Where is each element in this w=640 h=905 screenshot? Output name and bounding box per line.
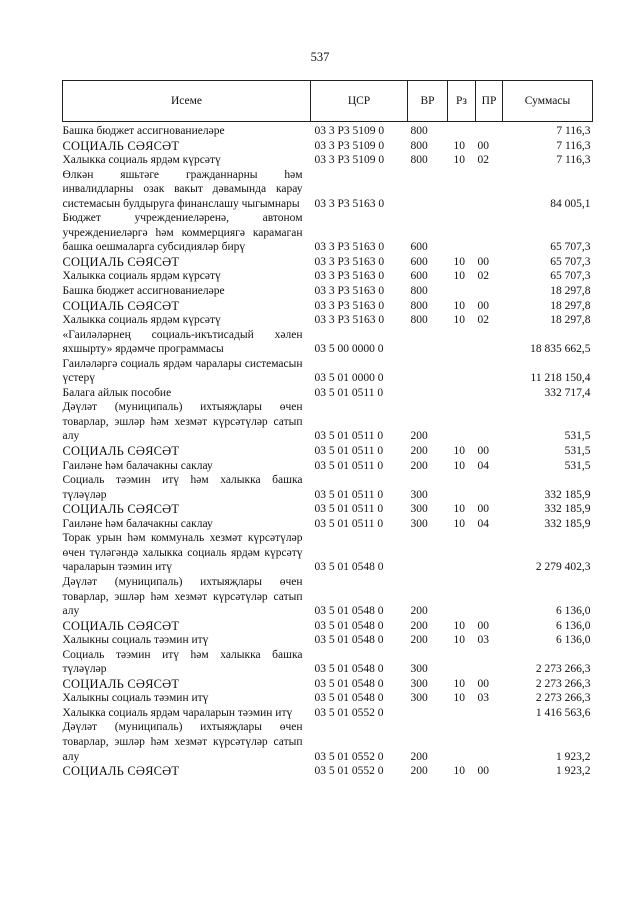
row-vr: 600 (410, 241, 428, 254)
row-sum: 2 273 266,3 (535, 677, 591, 690)
row-vr: 300 (410, 488, 428, 501)
row-csr: 03 5 01 0548 0 (314, 619, 384, 632)
table-row (63, 255, 593, 270)
row-name: Гаиләне һәм балачакны саклау (62, 517, 213, 530)
row-csr: 03 3 P3 5163 0 (314, 285, 385, 298)
row-vr: 200 (410, 619, 428, 632)
row-sum: 6 136,0 (556, 605, 591, 618)
row-csr: 03 5 01 0552 0 (314, 750, 384, 763)
row-rz: 10 (453, 299, 465, 312)
table-row (63, 648, 593, 677)
row-rz (448, 575, 476, 619)
row-csr: 03 3 P3 5109 0 (314, 125, 385, 137)
table-row (63, 357, 593, 386)
row-pr (476, 531, 503, 575)
row-name: СОЦИАЛЬ СӘЯСӘТ (62, 444, 180, 459)
row-csr: 03 3 P3 5163 0 (314, 314, 385, 327)
table-row (63, 677, 593, 692)
header-pr: ПР (476, 81, 503, 122)
row-sum: 332 185,9 (544, 503, 591, 516)
row-pr (476, 386, 503, 401)
table-row (63, 153, 593, 168)
row-csr: 03 3 P3 5163 0 (314, 197, 385, 210)
row-vr: 200 (410, 445, 428, 458)
header-sum: Суммасы (503, 81, 593, 122)
row-name: СОЦИАЛЬ СӘЯСӘТ (62, 676, 180, 691)
table-row (63, 400, 593, 444)
row-name: СОЦИАЛЬ СӘЯСӘТ (62, 764, 180, 779)
row-vr: 300 (410, 677, 428, 690)
row-sum: 1 923,2 (556, 750, 591, 763)
row-rz (448, 706, 476, 721)
row-csr: 03 5 01 0511 0 (314, 488, 384, 501)
table-row (63, 122, 593, 139)
row-sum: 65 707,3 (550, 255, 591, 268)
header-name: Исеме (63, 81, 311, 122)
row-name: Бюджет учреждениеләренә, автоном учреждениеләргә һәм коммерциягә карамаган башка оешмаларга субсидияләр бирү (62, 212, 303, 254)
row-pr (476, 400, 503, 444)
row-csr: 03 5 01 0548 0 (314, 663, 384, 676)
table-row (63, 473, 593, 502)
row-rz (448, 386, 476, 401)
table-row (63, 764, 593, 779)
header-vr: ВР (408, 81, 448, 122)
table-row (63, 299, 593, 314)
row-csr: 03 3 P3 5163 0 (314, 270, 385, 283)
row-name: Халыкны социаль тәэмин итү (62, 692, 209, 705)
table-row (63, 459, 593, 474)
row-pr (476, 211, 503, 255)
row-vr: 300 (410, 663, 428, 676)
row-pr: 02 (477, 270, 489, 283)
row-csr: 03 3 P3 5163 0 (314, 241, 385, 254)
row-sum: 65 707,3 (550, 241, 591, 254)
row-rz (448, 211, 476, 255)
row-name: СОЦИАЛЬ СӘЯСӘТ (62, 502, 180, 517)
row-vr: 200 (410, 750, 428, 763)
row-pr (476, 328, 503, 357)
row-sum: 2 279 402,3 (535, 561, 591, 574)
row-rz (448, 328, 476, 357)
row-name: СОЦИАЛЬ СӘЯСӘТ (62, 618, 180, 633)
row-sum: 531,5 (564, 445, 591, 458)
row-csr: 03 5 00 0000 0 (314, 343, 384, 356)
row-pr: 03 (477, 692, 489, 705)
row-pr (476, 648, 503, 677)
row-rz: 10 (453, 154, 465, 167)
row-rz: 10 (453, 765, 465, 778)
row-rz (448, 400, 476, 444)
table-row (63, 168, 593, 212)
row-vr: 200 (410, 430, 428, 443)
row-pr: 04 (477, 459, 489, 472)
row-rz (448, 720, 476, 764)
row-pr (476, 575, 503, 619)
row-vr: 300 (410, 517, 428, 530)
row-sum: 84 005,1 (550, 197, 591, 210)
row-vr (408, 328, 448, 357)
row-vr: 300 (410, 503, 428, 516)
row-name: Дәүләт (муниципаль) ихтыяҗлары өчен товарлар, эшләр һәм хезмәт күрсәтүләр сатып алу (62, 575, 303, 618)
row-csr: 03 5 01 0548 0 (314, 677, 384, 690)
row-sum: 1 416 563,6 (535, 706, 591, 719)
row-csr: 03 5 01 0548 0 (314, 605, 384, 618)
row-vr: 800 (410, 299, 428, 312)
row-csr: 03 5 01 0548 0 (314, 634, 384, 647)
row-pr: 00 (477, 677, 489, 690)
row-rz (448, 168, 476, 212)
row-sum: 11 218 150,4 (530, 372, 591, 385)
row-name: СОЦИАЛЬ СӘЯСӘТ (62, 298, 180, 313)
row-sum: 332 185,9 (544, 517, 591, 530)
row-sum: 7 116,3 (556, 139, 591, 152)
table-row (63, 313, 593, 328)
row-name: СОЦИАЛЬ СӘЯСӘТ (62, 254, 180, 269)
row-vr (408, 386, 448, 401)
row-sum: 7 116,3 (556, 154, 591, 167)
row-sum: 332 717,4 (544, 386, 591, 399)
row-sum: 531,5 (564, 430, 591, 443)
row-pr: 00 (477, 255, 489, 268)
row-rz: 10 (453, 677, 465, 690)
row-pr: 03 (477, 634, 489, 647)
row-pr: 00 (477, 299, 489, 312)
table-row (63, 269, 593, 284)
row-vr: 300 (410, 692, 428, 705)
row-pr: 00 (477, 503, 489, 516)
table-body (63, 122, 593, 779)
row-csr: 03 3 P3 5109 0 (314, 154, 385, 167)
row-pr: 00 (477, 139, 489, 152)
row-sum: 18 297,8 (550, 314, 591, 327)
row-pr (476, 706, 503, 721)
row-name: Халыкка социаль ярдәм чараларын тәэмин итү (62, 706, 293, 719)
row-vr: 600 (410, 270, 428, 283)
row-pr: 00 (477, 619, 489, 632)
row-vr: 800 (410, 285, 428, 298)
row-rz: 10 (453, 619, 465, 632)
row-csr: 03 5 01 0552 0 (314, 765, 384, 778)
row-csr: 03 5 01 0511 0 (314, 503, 384, 516)
row-csr: 03 3 P3 5163 0 (314, 299, 385, 312)
row-pr: 00 (477, 445, 489, 458)
page-number: 537 (310, 50, 330, 64)
table-row (63, 517, 593, 532)
row-pr (476, 357, 503, 386)
row-pr (476, 720, 503, 764)
table-row (63, 386, 593, 401)
row-name: Дәүләт (муниципаль) ихтыяҗлары өчен товарлар, эшләр һәм хезмәт күрсәтүләр сатып алу (62, 401, 303, 443)
row-rz (448, 531, 476, 575)
row-sum: 6 136,0 (556, 634, 591, 647)
row-rz (448, 648, 476, 677)
row-rz: 10 (453, 445, 465, 458)
row-name: Халыкка социаль ярдәм күрсәтү (62, 154, 221, 167)
row-name: Башка бюджет ассигнованиеләре (62, 285, 225, 298)
row-vr: 200 (410, 634, 428, 647)
row-pr: 04 (477, 517, 489, 530)
row-pr: 00 (477, 765, 489, 778)
row-vr: 200 (410, 765, 428, 778)
row-name: Социаль тәэмин итү һәм халыкка башка түләүләр (62, 648, 303, 676)
row-vr (408, 706, 448, 721)
row-sum: 18 297,8 (550, 285, 591, 298)
budget-table (62, 80, 593, 779)
row-csr: 03 5 01 0548 0 (314, 692, 384, 705)
row-vr: 200 (410, 459, 428, 472)
row-rz: 10 (453, 459, 465, 472)
row-csr: 03 3 P3 5163 0 (314, 255, 385, 268)
row-name: Балага айлык пособие (62, 386, 172, 399)
row-sum: 18 297,8 (550, 299, 591, 312)
row-sum: 2 273 266,3 (535, 663, 591, 676)
row-name: Социаль тәэмин итү һәм халыкка башка түләүләр (62, 474, 303, 501)
row-sum: 332 185,9 (544, 488, 591, 501)
row-vr (408, 168, 448, 212)
row-name: Халыкка социаль ярдәм күрсәтү (62, 270, 221, 283)
row-rz (448, 122, 476, 139)
table-row (63, 575, 593, 619)
row-rz: 10 (453, 139, 465, 152)
row-rz: 10 (453, 634, 465, 647)
row-pr (476, 122, 503, 139)
table-row (63, 328, 593, 357)
row-csr: 03 5 01 0511 0 (314, 517, 384, 530)
row-vr: 200 (410, 605, 428, 618)
row-csr: 03 5 01 0552 0 (314, 706, 384, 719)
row-sum: 1 923,2 (556, 765, 591, 778)
row-name: Башка бюджет ассигнованиеләре (62, 125, 225, 137)
row-csr: 03 5 01 0000 0 (314, 372, 384, 385)
table-row (63, 211, 593, 255)
row-sum: 2 273 266,3 (535, 692, 591, 705)
table-row (63, 706, 593, 721)
row-sum: 531,5 (564, 459, 591, 472)
table-header (63, 81, 593, 122)
row-name: Гаиләләргә социаль ярдәм чаралары системасын үстерү (62, 357, 303, 385)
row-pr (476, 473, 503, 502)
row-csr: 03 5 01 0548 0 (314, 561, 384, 574)
header-rz: Рз (448, 81, 476, 122)
table-row (63, 531, 593, 575)
row-csr: 03 5 01 0511 0 (314, 445, 384, 458)
row-name: Халыкны социаль тәэмин итү (62, 634, 209, 647)
row-name: Торак урын һәм коммуналь хезмәт күрсәтүләр өчен түләгәндә халыкка социаль ярдәм күрсәтү чараларын тәэмин итү (62, 532, 303, 574)
row-pr (476, 168, 503, 212)
row-pr: 02 (477, 154, 489, 167)
row-csr: 03 5 01 0511 0 (314, 459, 384, 472)
row-vr: 800 (410, 314, 428, 327)
table-row (63, 444, 593, 459)
table-row (63, 720, 593, 764)
row-rz: 10 (453, 692, 465, 705)
row-vr: 800 (410, 154, 428, 167)
row-vr (408, 357, 448, 386)
row-rz: 10 (453, 517, 465, 530)
row-rz (448, 357, 476, 386)
row-rz: 10 (453, 270, 465, 283)
row-csr: 03 5 01 0511 0 (314, 386, 384, 399)
row-sum: 18 835 662,5 (530, 343, 591, 356)
row-name: «Гаиләләрнең социаль-икътисадый хәлен яхшырту» ярдәмче программасы (62, 328, 303, 356)
row-sum: 7 116,3 (556, 125, 591, 137)
table-row (63, 633, 593, 648)
row-rz: 10 (453, 503, 465, 516)
row-csr: 03 3 P3 5109 0 (314, 139, 385, 152)
row-name: Дәүләт (муниципаль) ихтыяҗлары өчен товарлар, эшләр һәм хезмәт күрсәтүләр сатып алу (62, 721, 303, 763)
row-csr: 03 5 01 0511 0 (314, 430, 384, 443)
row-sum: 6 136,0 (556, 619, 591, 632)
row-vr: 800 (410, 125, 428, 137)
row-name: Гаиләне һәм балачакны саклау (62, 459, 213, 472)
table-row (63, 284, 593, 299)
table-row (63, 139, 593, 154)
row-rz: 10 (453, 255, 465, 268)
row-vr (408, 531, 448, 575)
row-name: Өлкән яшьтәге гражданнарны һәм инвалидларны озак вакыт дәвамында карау системасын булдыруга финанслашу чыгымнары (62, 168, 303, 210)
table-row (63, 619, 593, 634)
row-pr (476, 284, 503, 299)
row-rz (448, 284, 476, 299)
row-pr: 02 (477, 314, 489, 327)
row-rz (448, 473, 476, 502)
row-rz: 10 (453, 314, 465, 327)
row-vr: 600 (410, 255, 428, 268)
row-name: СОЦИАЛЬ СӘЯСӘТ (62, 138, 180, 153)
row-sum: 65 707,3 (550, 270, 591, 283)
header-csr: ЦСР (311, 81, 408, 122)
table-row (63, 502, 593, 517)
row-name: Халыкка социаль ярдәм күрсәтү (62, 314, 221, 327)
row-vr: 800 (410, 139, 428, 152)
table-row (63, 691, 593, 706)
